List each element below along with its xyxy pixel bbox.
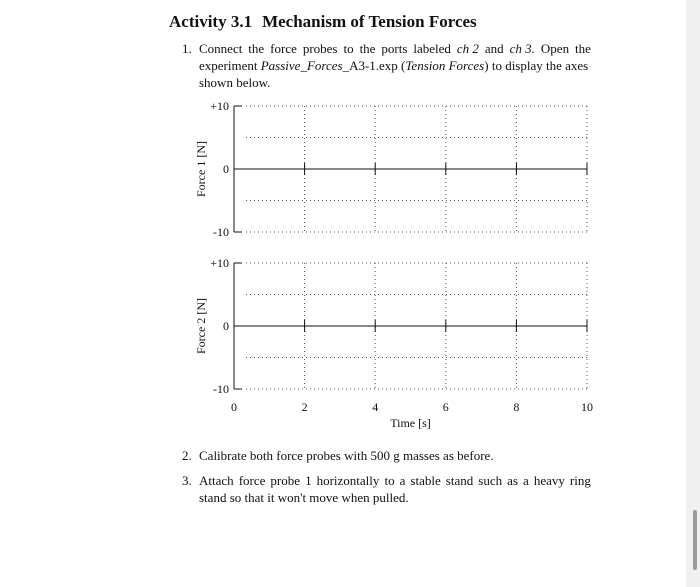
word: probe (270, 473, 301, 488)
word: and (484, 41, 504, 56)
word: a (399, 473, 406, 488)
y-tick-label: +10 (210, 256, 229, 270)
x-tick-label: 2 (301, 400, 308, 414)
word: 1 (305, 473, 312, 488)
step-1-line-3: shown below. (199, 75, 271, 90)
x-tick-label: 4 (372, 400, 379, 414)
word: ports (381, 41, 408, 56)
word: Connect (199, 41, 243, 56)
step-2-line-1: Calibrate both force probes with 500 g masses as before. (199, 448, 494, 463)
activity-number: Activity 3.1 (169, 12, 253, 31)
word: stable (410, 473, 441, 488)
word: the (359, 41, 376, 56)
x-axis-label: Time [s] (390, 416, 431, 430)
step-number: 3. (182, 473, 192, 488)
y-axis-label: Force 1 [N] (194, 141, 208, 197)
x-tick-label: 10 (581, 400, 593, 414)
experiment-name: Tension Forces (405, 58, 485, 73)
word: the (575, 41, 591, 56)
word: heavy (533, 473, 565, 488)
word: Open (540, 41, 570, 56)
word: ring (569, 473, 591, 488)
word: a (523, 473, 529, 488)
x-tick-label: 0 (231, 400, 237, 414)
word: ch 2 (456, 41, 479, 56)
y-tick-label: -10 (213, 225, 229, 239)
word: to (384, 473, 395, 488)
word: force (238, 473, 266, 488)
word: such (478, 473, 503, 488)
x-tick-label: 6 (442, 400, 449, 414)
word: to (343, 41, 354, 56)
y-tick-label: -10 (213, 382, 229, 396)
word: Attach (199, 473, 234, 488)
step-number: 2. (182, 448, 192, 463)
x-tick-label: 8 (513, 400, 520, 414)
step-3-line-2: stand so that it won't move when pulled. (199, 490, 409, 505)
word: force (270, 41, 297, 56)
step-3-line-1 (199, 472, 591, 489)
word: the (248, 41, 265, 56)
y-tick-label: 0 (223, 319, 229, 333)
activity-title: Mechanism of Tension Forces (262, 12, 477, 31)
y-tick-label: 0 (223, 162, 229, 176)
word: stand (445, 473, 474, 488)
step-1-line-2: experiment Passive_Forces_A3-1.exp (Tension Forces) to display the axes (199, 58, 589, 73)
word: ch 3. (509, 41, 535, 56)
experiment-filename: Passive_Forces (260, 58, 343, 73)
word: labeled (413, 41, 451, 56)
word: probes (302, 41, 338, 56)
y-axis-label: Force 2 [N] (194, 298, 208, 354)
word: horizontally (316, 473, 380, 488)
scrollbar-thumb[interactable] (693, 510, 697, 570)
step-number: 1. (182, 41, 192, 56)
word: as (507, 473, 518, 488)
y-tick-label: +10 (210, 99, 229, 113)
